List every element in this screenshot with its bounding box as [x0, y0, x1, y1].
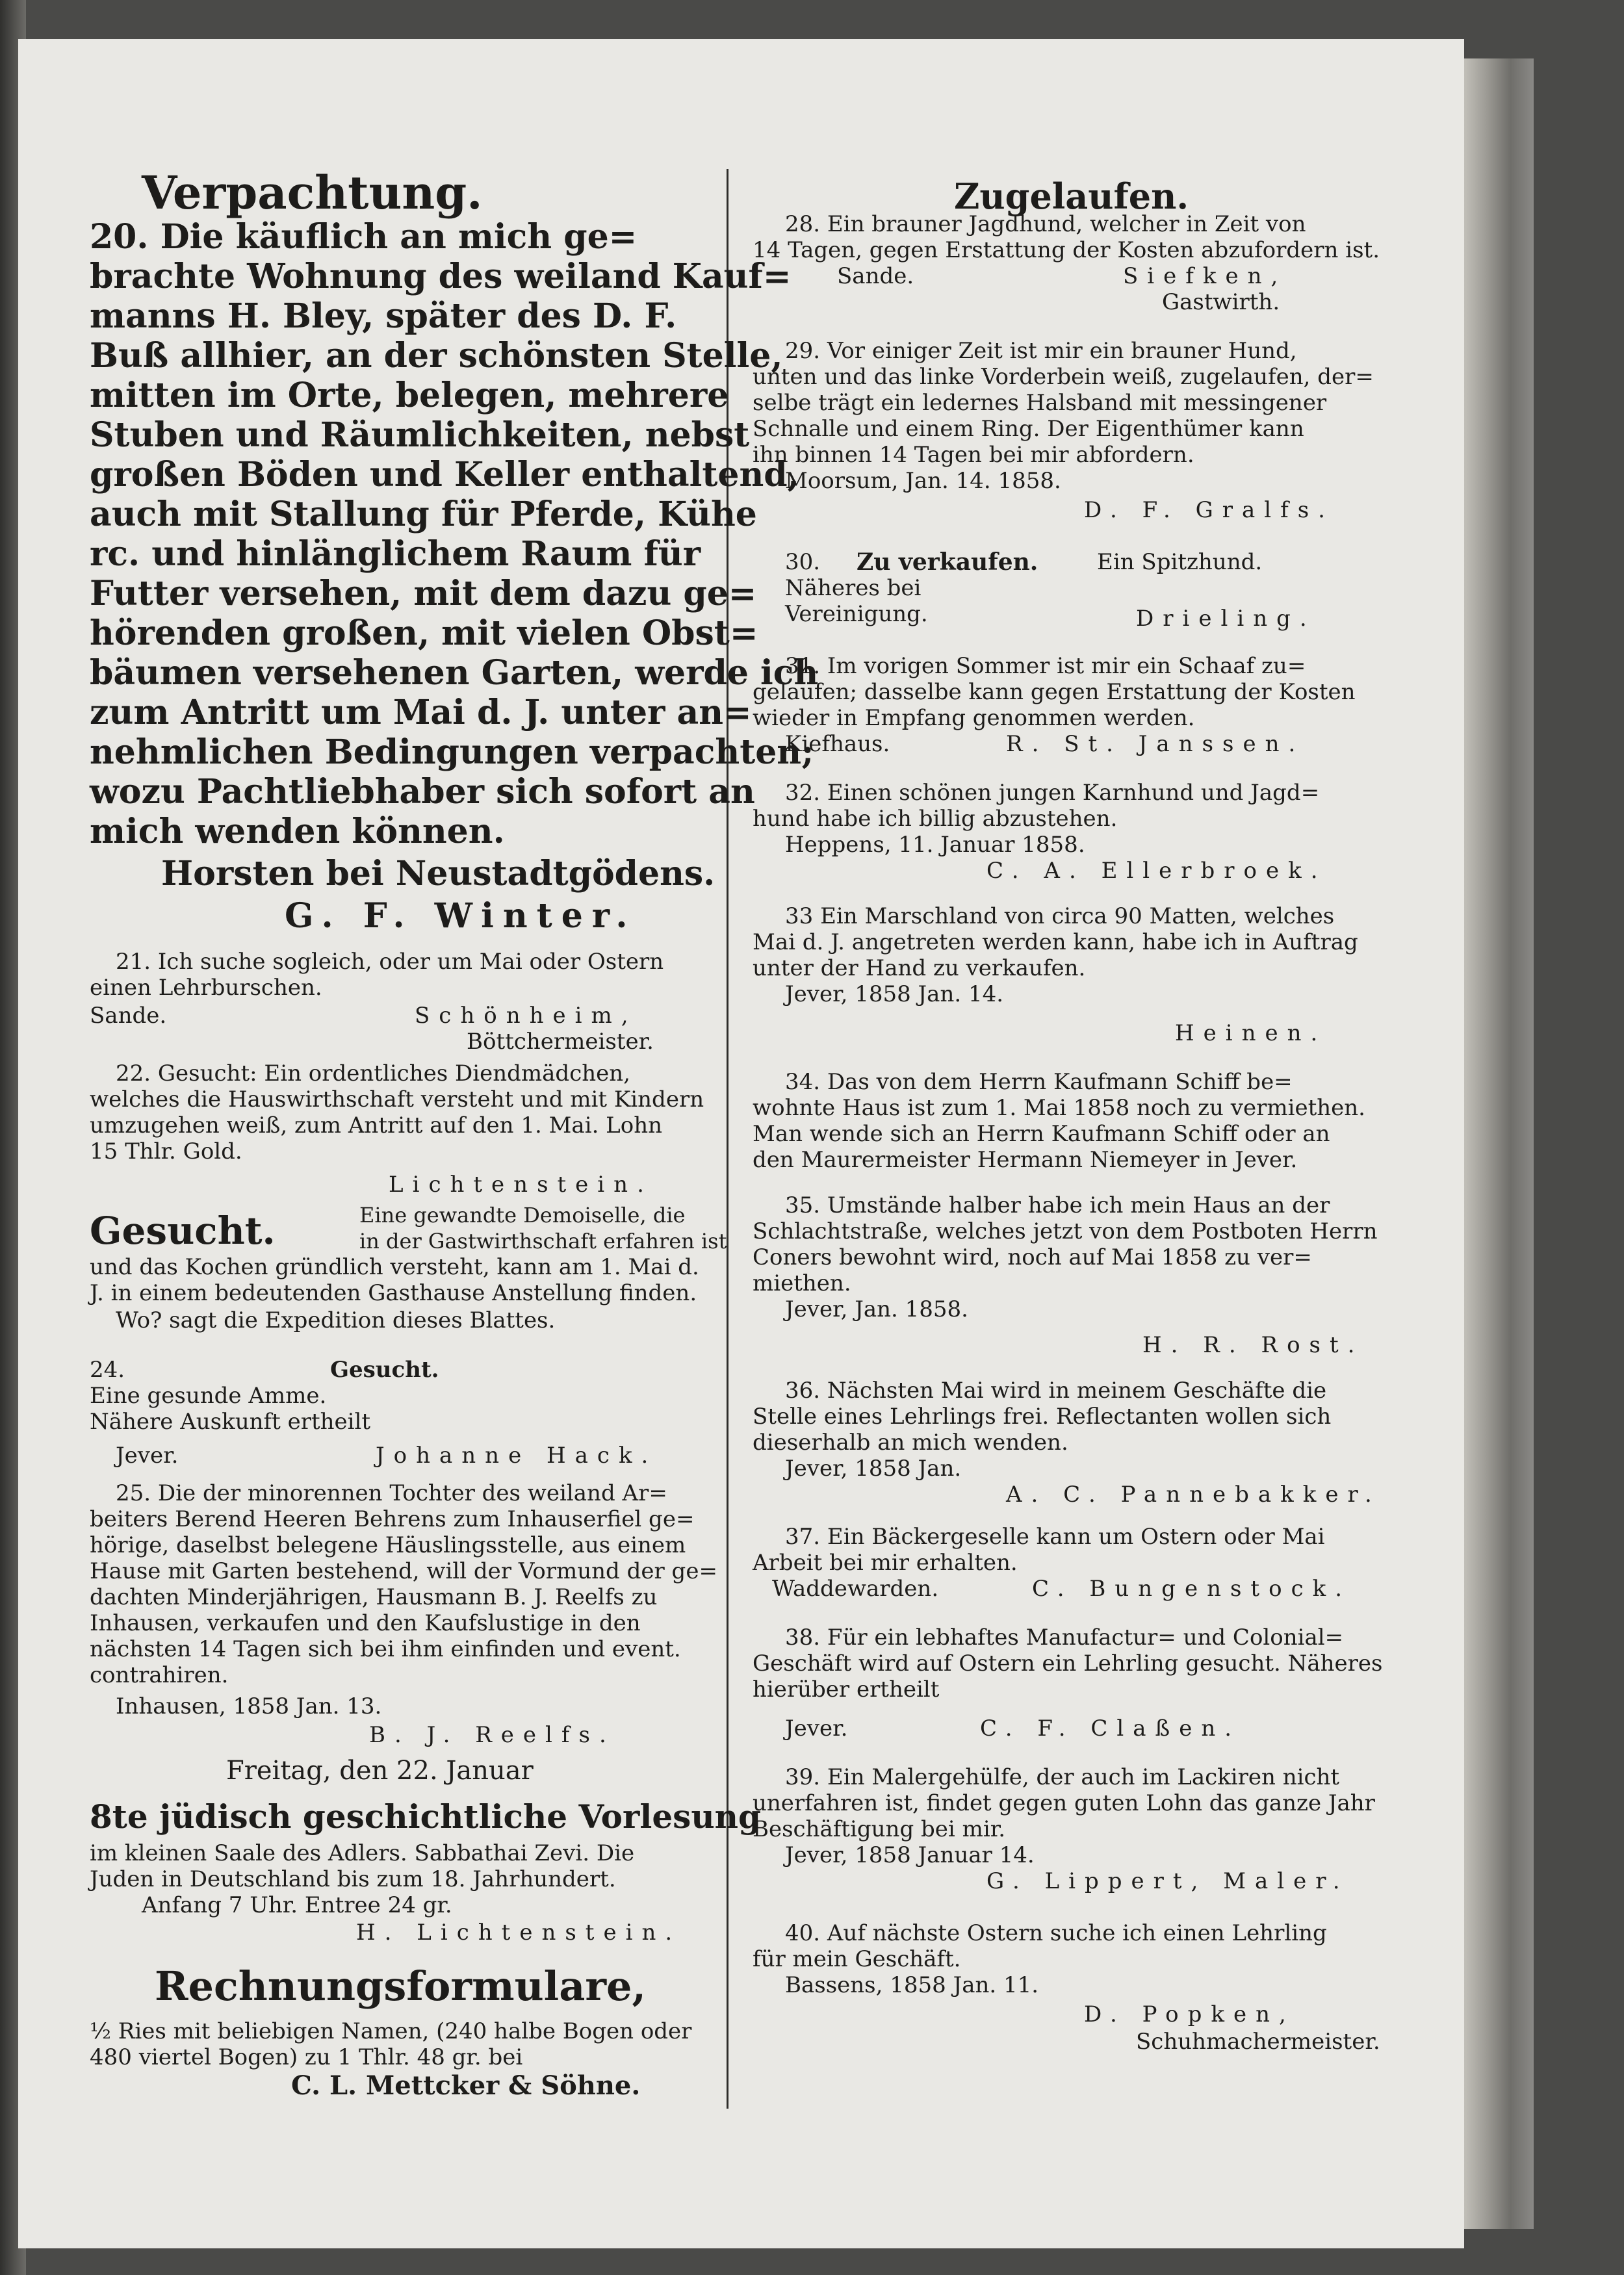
text-line: wozu Pachtliebhaber sich sofort an [90, 772, 755, 812]
ad-note: Wo? sagt die Expedition dieses Blattes. [116, 1307, 556, 1333]
text-line: gelaufen; dasselbe kann gegen Erstattung der Kosten [753, 679, 1356, 705]
text-line: Eine gesunde Amme. [90, 1383, 327, 1409]
ad-date: Jever, 1858 Jan. [785, 1456, 962, 1482]
ad-signer: C. A. Ellerbroek. [986, 858, 1327, 884]
text-line: 21. Ich suche sogleich, oder um Mai oder Ostern [116, 949, 664, 975]
text-line: unerfahren ist, findet gegen guten Lohn das ganze Jahr [753, 1790, 1375, 1816]
text-line: zum Antritt um Mai d. J. unter an= [90, 693, 752, 732]
text-line: Hause mit Garten bestehend, will der Vormund der ge= [90, 1558, 717, 1584]
text-line: 39. Ein Malergehülfe, der auch im Lackiren nicht [785, 1764, 1340, 1790]
ad-signer: C. Bungenstock. [1032, 1576, 1352, 1602]
ad-signer: H. Lichtenstein. [356, 1920, 682, 1946]
text-line: für mein Geschäft. [753, 1946, 961, 1972]
text-line: contrahiren. [90, 1662, 229, 1688]
text-line: Stuben und Räumlichkeiten, nebst [90, 415, 750, 455]
text-line: welches die Hauswirthschaft versteht und mit Kindern [90, 1086, 704, 1112]
text-line: 28. Ein brauner Jagdhund, welcher in Zeit von [785, 211, 1306, 237]
text-line: einen Lehrburschen. [90, 975, 322, 1001]
rechnung-title: Rechnungsformulare, [155, 1962, 647, 2010]
text-line: mitten im Orte, belegen, mehrere [90, 376, 729, 415]
text-line: Ein Spitzhund. [1097, 549, 1263, 575]
text-line: Nähere Auskunft ertheilt [90, 1409, 371, 1435]
vorlesung-title: 8te jüdisch geschichtliche Vorlesung [90, 1797, 761, 1836]
ad-signer: C. F. Claßen. [980, 1716, 1241, 1742]
text-line: 33 Ein Marschland von circa 90 Matten, welches [785, 903, 1335, 929]
text-line: Geschäft wird auf Ostern ein Lehrling gesucht. Näheres [753, 1651, 1383, 1677]
text-line: bäumen versehenen Garten, werde ich [90, 653, 819, 693]
text-line: Eine gewandte Demoiselle, die [359, 1203, 686, 1227]
ad-signer: A. C. Pannebakker. [1006, 1482, 1381, 1508]
text-line: 40. Auf nächste Ostern suche ich einen Lehrling [785, 1920, 1327, 1946]
ad-signer: Johanne Hack. [376, 1443, 658, 1469]
rechnung-firm: C. L. Mettcker & Söhne. [291, 2070, 641, 2101]
vorlesung-info: Anfang 7 Uhr. Entree 24 gr. [142, 1892, 452, 1918]
book-spine [1456, 58, 1534, 2229]
text-line: Buß allhier, an der schönsten Stelle, [90, 336, 783, 376]
text-line: Schnalle und einem Ring. Der Eigenthümer kann [753, 416, 1304, 442]
text-line: nächsten 14 Tagen sich bei ihm einfinden und event. [90, 1636, 681, 1662]
text-line: Vereinigung. [785, 601, 928, 627]
text-line: Stelle eines Lehrlings frei. Reflectanten wollen sich [753, 1404, 1332, 1430]
ad-date: Jever, 1858 Januar 14. [785, 1842, 1035, 1868]
text-line: mich wenden können. [90, 812, 505, 851]
text-line: 15 Thlr. Gold. [90, 1138, 242, 1164]
text-line: dachten Minderjährigen, Hausmann B. J. Reelfs zu [90, 1584, 658, 1610]
text-line: 29. Vor einiger Zeit ist mir ein brauner Hund, [785, 338, 1297, 364]
verpachtung-title: Verpachtung. [142, 166, 483, 220]
text-line: Beschäftigung bei mir. [753, 1816, 1006, 1842]
ad-date: Inhausen, 1858 Jan. 13. [116, 1693, 382, 1719]
text-line: Schlachtstraße, welches jetzt von dem Postboten Herrn [753, 1218, 1378, 1244]
ad-signer: D. F. Gralfs. [1084, 497, 1334, 523]
ad-signer: B. J. Reelfs. [369, 1722, 615, 1748]
newspaper-page [18, 39, 1464, 2248]
ad-signer: D. Popken, [1084, 2001, 1295, 2027]
ad-signer: Schönheim, [415, 1003, 638, 1029]
verpachtung-place: Horsten bei Neustadtgödens. [161, 854, 715, 893]
gesucht-heading: Gesucht. [90, 1209, 276, 1253]
ad-date: Moorsum, Jan. 14. 1858. [785, 468, 1061, 494]
text-line: 35. Umstände halber habe ich mein Haus an der [785, 1192, 1330, 1218]
text-line: miethen. [753, 1270, 851, 1296]
text-line: dieserhalb an mich wenden. [753, 1430, 1068, 1456]
text-line: umzugehen weiß, zum Antritt auf den 1. Mai. Lohn [90, 1112, 663, 1138]
text-line: Inhausen, verkaufen und den Kaufslustige in den [90, 1610, 641, 1636]
text-line: 38. Für ein lebhaftes Manufactur= und Colonial= [785, 1625, 1344, 1651]
text-line: hörenden großen, mit vielen Obst= [90, 613, 758, 653]
ad-signer-title: Gastwirth. [1162, 289, 1280, 315]
ad-date: Jever, 1858 Jan. 14. [785, 981, 1004, 1007]
text-line: beiters Berend Heeren Behrens zum Inhauserfiel ge= [90, 1506, 695, 1532]
text-line: unter der Hand zu verkaufen. [753, 955, 1086, 981]
ad-signer-title: Böttchermeister. [467, 1029, 654, 1055]
text-line: im kleinen Saale des Adlers. Sabbathai Zevi. Die [90, 1840, 635, 1866]
ad-signer: Lichtenstein. [389, 1172, 653, 1198]
ad-heading: Zu verkaufen. [857, 548, 1038, 576]
text-line: 34. Das von dem Herrn Kaufmann Schiff be= [785, 1069, 1293, 1095]
ad-number: 30. [785, 549, 821, 575]
text-line: Man wende sich an Herrn Kaufmann Schiff oder an [753, 1121, 1330, 1147]
text-line: 14 Tagen, gegen Erstattung der Kosten abzufordern ist. [753, 237, 1380, 263]
text-line: hierüber ertheilt [753, 1677, 940, 1703]
text-line: manns H. Bley, später des D. F. [90, 296, 677, 336]
ad-signer: R. St. Janssen. [1006, 731, 1305, 757]
text-line: nehmlichen Bedingungen verpachten; [90, 732, 814, 772]
text-line: hörige, daselbst belegene Häuslingsstelle, aus einem [90, 1532, 686, 1558]
text-line: wieder in Empfang genommen werden. [753, 705, 1195, 731]
text-line: 36. Nächsten Mai wird in meinem Geschäfte die [785, 1378, 1327, 1404]
ad-number: 24. [90, 1357, 125, 1383]
ad-place: Sande. [837, 263, 914, 289]
text-line: Futter versehen, mit dem dazu ge= [90, 574, 757, 613]
text-line: ihn binnen 14 Tagen bei mir abfordern. [753, 442, 1194, 468]
text-line: auch mit Stallung für Pferde, Kühe [90, 495, 757, 534]
text-line: selbe trägt ein ledernes Halsband mit messingener [753, 390, 1327, 416]
ad-signer: G. Lippert, Maler. [986, 1868, 1349, 1894]
text-line: 480 viertel Bogen) zu 1 Thlr. 48 gr. bei [90, 2044, 523, 2070]
ad-date: Heppens, 11. Januar 1858. [785, 832, 1085, 858]
ad-place: Jever. [116, 1443, 179, 1469]
text-line: großen Böden und Keller enthaltend, [90, 455, 799, 495]
ad-place: Sande. [90, 1003, 167, 1029]
zugelaufen-title: Zugelaufen. [954, 175, 1189, 217]
text-line: 22. Gesucht: Ein ordentliches Diendmädchen, [116, 1060, 630, 1086]
text-line: 31. Im vorigen Sommer ist mir ein Schaaf zu= [785, 653, 1306, 679]
text-line: Arbeit bei mir erhalten. [753, 1550, 1018, 1576]
text-line: hund habe ich billig abzustehen. [753, 806, 1118, 832]
text-line: Mai d. J. angetreten werden kann, habe ich in Auftrag [753, 929, 1358, 955]
text-line: den Maurermeister Hermann Niemeyer in Jever. [753, 1147, 1298, 1173]
ad-signer: Drieling. [1136, 606, 1316, 632]
ad-place: Jever. [785, 1716, 848, 1742]
text-line: und das Kochen gründlich versteht, kann am 1. Mai d. [90, 1254, 699, 1280]
text-line: wohnte Haus ist zum 1. Mai 1858 noch zu vermiethen. [753, 1095, 1365, 1121]
text-line: Näheres bei [785, 575, 922, 601]
text-line: rc. und hinlänglichem Raum für [90, 534, 701, 574]
text-line: in der Gastwirthschaft erfahren ist [359, 1229, 727, 1253]
ad-signer: Siefken, [1123, 263, 1287, 289]
ad-place: Kiefhaus. [785, 731, 890, 757]
verpachtung-signer: G. F. Winter. [285, 896, 637, 936]
text-line: 20. Die käuflich an mich ge= [90, 217, 638, 257]
text-line: 32. Einen schönen jungen Karnhund und Jagd= [785, 780, 1320, 806]
ad-signer: Heinen. [1175, 1020, 1327, 1046]
ad-date: Jever, Jan. 1858. [785, 1296, 968, 1322]
text-line: J. in einem bedeutenden Gasthause Anstellung finden. [90, 1280, 697, 1306]
text-line: unten und das linke Vorderbein weiß, zugelaufen, der= [753, 364, 1374, 390]
text-line: 37. Ein Bäckergeselle kann um Ostern oder Mai [785, 1524, 1325, 1550]
text-line: brachte Wohnung des weiland Kauf= [90, 257, 792, 296]
ad-signer: H. R. Rost. [1142, 1332, 1364, 1358]
text-line: 25. Die der minorennen Tochter des weiland Ar= [116, 1480, 667, 1506]
ad-heading: Gesucht. [330, 1357, 439, 1383]
text-line: Juden in Deutschland bis zum 18. Jahrhundert. [90, 1866, 616, 1892]
ad-date: Bassens, 1858 Jan. 11. [785, 1972, 1039, 1998]
text-line: Coners bewohnt wird, noch auf Mai 1858 zu ver= [753, 1244, 1312, 1270]
ad-place: Waddewarden. [772, 1576, 939, 1602]
vorlesung-date: Freitag, den 22. Januar [226, 1756, 534, 1786]
text-line: ½ Ries mit beliebigen Namen, (240 halbe Bogen oder [90, 2018, 692, 2044]
ad-signer-title: Schuhmachermeister. [1136, 2029, 1380, 2055]
